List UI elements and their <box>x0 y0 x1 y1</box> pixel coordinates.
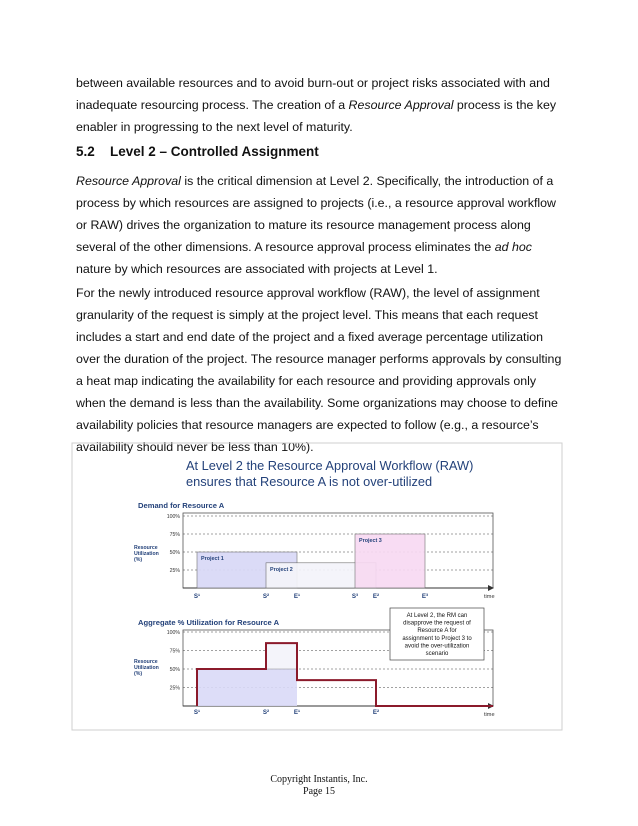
x-event-label: E¹ <box>293 593 301 600</box>
note-text-line: assignment to Project 3 to <box>402 635 472 642</box>
x-event-label: S³ <box>351 593 359 600</box>
y-tick-label: 50% <box>169 667 180 673</box>
y-tick-label: 100% <box>166 514 180 520</box>
x-event-label: E¹ <box>293 709 301 716</box>
time-label: time <box>484 594 495 600</box>
body-paragraph-2: For the newly introduced resource approval workflow (RAW), the level of assignment granularity of the request is simply at the project level. This means that each request includes a start and end date of the project and a fixed average percentage utilization over the duration of the project. The resource manager performs approvals by consulting a heat map indicating the availability for each resource and providing approvals only when the demand is less than the availability. Some organizations may choose to define availability policies that resource managers are expected to follow (e.g., a resource’s availability should never be less than 10%). <box>76 286 562 454</box>
note-text-line: avoid the over-utilization <box>404 643 470 650</box>
x-event-label: E³ <box>421 593 429 600</box>
section-number: 5.2 <box>76 144 95 159</box>
figure-title-line-1: At Level 2 the Resource Approval Workflow (RAW) <box>186 458 474 473</box>
x-event-label: E² <box>372 709 380 716</box>
text-run: process is the key enabler in progressing to the next level of maturity. <box>76 98 557 134</box>
text-run: between available resources and to avoid burn-out or project risks associated with and inadequate resourcing process. The creation of a <box>76 76 550 112</box>
figure-title-line-2: ensures that Resource A is not over-utilized <box>186 474 433 489</box>
note-text-line: At Level 2, the RM can <box>406 613 468 619</box>
emphasis-resource-approval: Resource Approval <box>348 98 454 112</box>
note-text-line: scenario <box>425 651 449 657</box>
y-tick-label: 75% <box>169 532 180 538</box>
x-event-label: S¹ <box>193 593 201 600</box>
section-title: Level 2 – Controlled Assignment <box>110 144 319 159</box>
footer-copyright: Copyright Instantis, Inc. <box>270 774 368 785</box>
y-axis-label: (%) <box>134 557 143 563</box>
y-tick-label: 25% <box>169 568 180 574</box>
utilization-fill-project-2 <box>266 643 297 669</box>
emphasis-ad-hoc: ad hoc <box>494 240 532 254</box>
y-tick-label: 25% <box>169 685 180 692</box>
y-tick-label: 100% <box>166 630 180 636</box>
y-axis-label: Resource <box>134 545 158 551</box>
y-axis-label: Resource <box>134 659 158 665</box>
emphasis-resource-approval: Resource Approval <box>76 174 181 188</box>
chart-title: Demand for Resource A <box>138 501 225 510</box>
y-axis-label: Utilization <box>134 665 159 671</box>
time-label: time <box>484 712 495 718</box>
footer-page-number: Page 15 <box>303 786 335 797</box>
y-axis-label: (%) <box>134 671 143 677</box>
x-event-label: S² <box>262 709 270 716</box>
project-label: Project 1 <box>201 556 224 562</box>
y-axis-label: Utilization <box>134 551 159 557</box>
y-tick-label: 75% <box>169 648 180 655</box>
chart-title: Aggregate % Utilization for Resource A <box>138 618 280 627</box>
note-text-line: Resource A for <box>417 628 457 635</box>
note-text-line: disapprove the request of <box>403 620 471 627</box>
project-label: Project 3 <box>359 538 382 544</box>
x-event-label: S² <box>262 593 270 600</box>
text-run: is the critical dimension at Level 2. Specifically, the introduction of a process by which resources are assigned to projects (i.e., a resource approval workflow or RAW) drives the organization to mature its resource management process along several of the other dimensions. A resource approval process eliminates the <box>76 174 557 254</box>
utilization-fill-project-1 <box>197 669 297 706</box>
x-event-label: S¹ <box>193 709 201 716</box>
text-run: nature by which resources are associated with projects at Level 1. <box>76 262 438 276</box>
y-tick-label: 50% <box>169 550 180 556</box>
project-label: Project 2 <box>270 566 293 573</box>
x-event-label: E² <box>372 593 380 600</box>
